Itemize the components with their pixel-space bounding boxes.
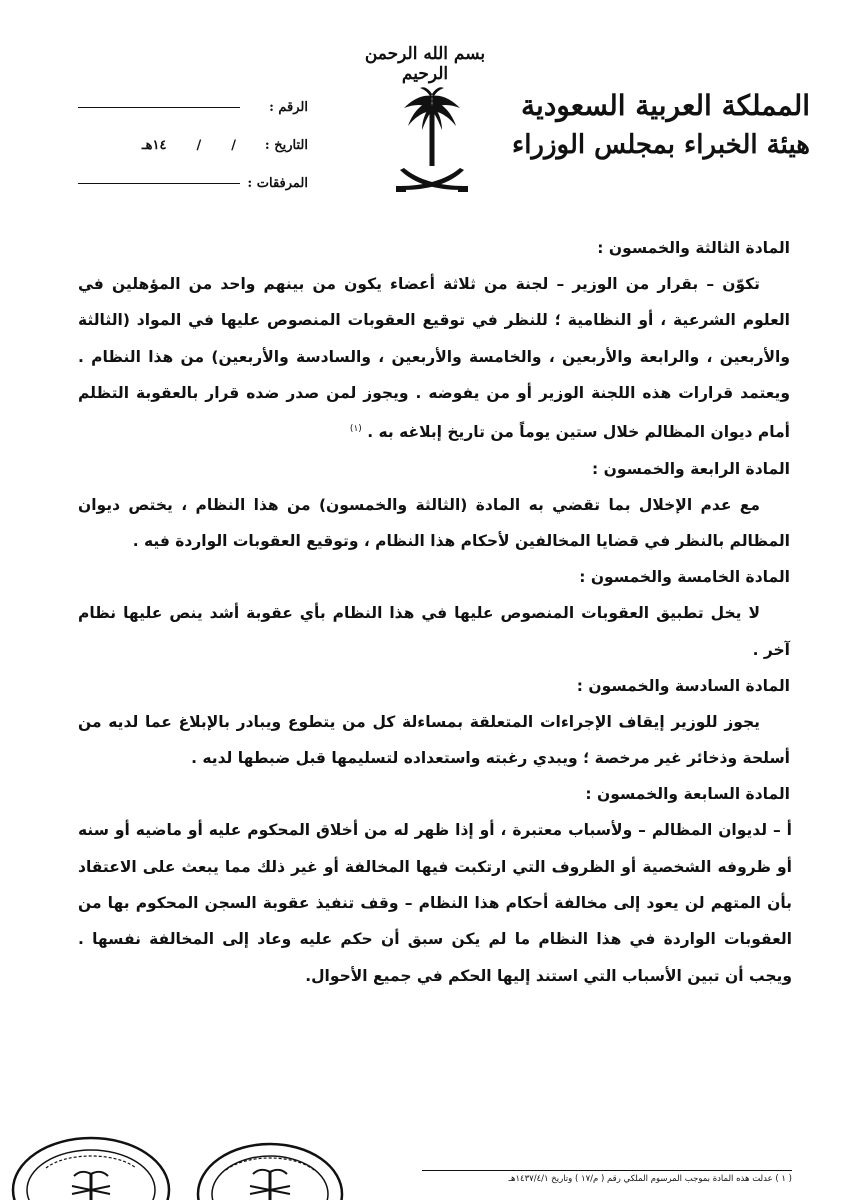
organization-name: [510, 86, 810, 164]
document-body: [78, 230, 790, 994]
article-55-heading: المادة الخامسة والخمسون :: [579, 568, 790, 587]
reference-fields: [38, 88, 308, 202]
attachments-line: [78, 183, 240, 184]
article-54-text: مع عدم الإخلال بما تقضي به المادة (الثالثة والخمسون) من هذا النظام ، يختص ديوان المظالم بالنظر في قضايا المخالفين لأحكام هذا النظام ، وتوقيع العقوبات الواردة فيه .: [78, 495, 790, 550]
basmala: بسم الله الرحمن الرحيم: [364, 44, 486, 84]
attachments-label: المرفقات :: [247, 175, 308, 191]
number-row: [38, 88, 308, 126]
date-label: التاريخ :: [264, 137, 308, 153]
footnote-rule: [422, 1170, 792, 1171]
attachments-row: [38, 164, 308, 202]
org-line-1: المملكة العربية السعودية: [521, 89, 810, 122]
article-53-body: تكوّن – بقرار من الوزير – لجنة من ثلاثة أعضاء يكون من بينهم واحد من المؤهلين في العلوم الشرعية ، أو النظامية ؛ للنظر في توقيع العقوبات المنصوص عليها في المواد (الثالثة والأربعين ، والرابعة والأربعين ، والخامسة والأربعين ، والسادسة والأربعين) من هذا النظام . ويعتمد قرارات هذه اللجنة الوزير أو من يفوضه . ويجوز لمن صدر ضده قرار بالعقوبة التظلم أمام ديوان المظالم خلال ستين يوماً من تاريخ إبلاغه به .: [78, 275, 790, 442]
article-56-text: يجوز للوزير إيقاف الإجراءات المتعلقة بمساءلة كل من يتطوع ويبادر بالإبلاغ عما لديه من أسلحة وذخائر غير مرخصة ؛ ويبدي رغبته واستعداده لتسليمها قبل ضبطها لديه .: [78, 712, 790, 768]
article-56-heading: المادة السادسة والخمسون :: [576, 676, 790, 695]
article-57-heading: المادة السابعة والخمسون :: [585, 785, 790, 804]
number-line: [78, 107, 240, 108]
org-line-2: هيئة الخبراء بمجلس الوزراء: [511, 130, 810, 160]
palm-and-swords-emblem-icon: [392, 86, 472, 206]
footnote-text: ( ١ ) عدلت هذه المادة بموجب المرسوم الملكي رقم ( م/١٧ ) وتاريخ ١٤٣٧/٤/١هـ: [508, 1174, 792, 1184]
article-53-text: [78, 266, 790, 451]
date-value: [38, 138, 246, 153]
article-53-heading: المادة الثالثة والخمسون :: [597, 239, 790, 257]
article-57-item-a: أ – لديوان المظالم – ولأسباب معتبرة ، أو إذا ظهر له من أخلاق المحكوم عليه أو ماضيه أو سنه أو ظروفه الشخصية أو الظروف التي ارتكبت فيها المخالفة أو غير ذلك مما يبعث على الاعتقاد بأن المتهم لن يعود إلى مخالفة أحكام هذا النظام – وقف تنفيذ عقوبة السجن المحكوم بها من العقوبات الواردة في هذا النظام ما لم يكن سبق أن حكم عليه وعاد إلى المخالفة نفسها . ويجب أن تبين الأسباب التي استند إليها الحكم في جميع الأحوال.: [78, 821, 792, 985]
official-seal-2-icon: [190, 1132, 350, 1200]
date-slash-1: /: [231, 137, 236, 153]
article-54-heading: المادة الرابعة والخمسون :: [592, 459, 790, 478]
official-seal-1-icon: [6, 1128, 176, 1200]
article-55-text: لا يخل تطبيق العقوبات المنصوص عليها في هذا النظام بأي عقوبة أشد ينص عليها نظام آخر .: [78, 604, 790, 659]
footnote-marker: (١): [349, 424, 362, 435]
number-label: الرقم :: [269, 99, 308, 115]
date-slash-2: /: [196, 137, 202, 153]
date-year: ١٤هـ: [141, 137, 167, 153]
date-row: [38, 126, 308, 164]
